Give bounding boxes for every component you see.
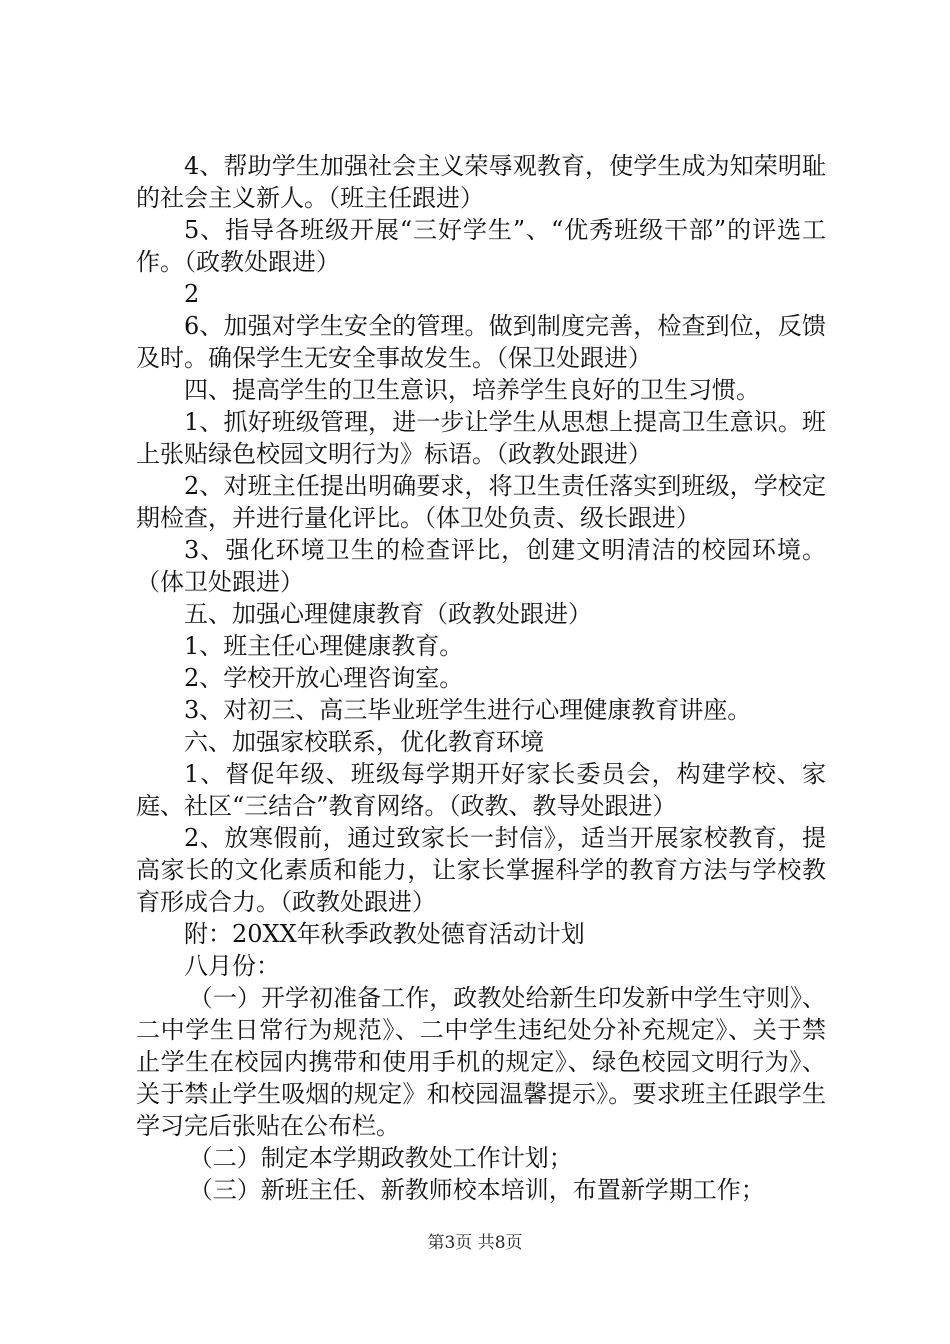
paragraph-hygiene-3: 3、强化环境卫生的检查评比，创建文明清洁的校园环境。（体卫处跟进） [136, 536, 826, 596]
section-heading-4: 四、提高学生的卫生意识，培养学生良好的卫生习惯。 [184, 376, 760, 404]
appendix-title: 附：20XX年秋季政教处德育活动计划 [184, 920, 585, 948]
paragraph-mental-1: 1、班主任心理健康教育。 [184, 632, 464, 660]
section-heading-5: 五、加强心理健康教育（政教处跟进） [184, 600, 592, 628]
paragraph-item-5: 5、指导各班级开展“三好学生”、“优秀班级干部”的评选工作。（政教处跟进） [136, 216, 826, 276]
paragraph-mental-3: 3、对初三、高三毕业班学生进行心理健康教育讲座。 [184, 696, 752, 724]
month-heading: 八月份： [184, 952, 280, 980]
page-footer: 第3页 共8页 [427, 1233, 523, 1253]
plan-item-2: （二）制定本学期政教处工作计划； [188, 1144, 573, 1172]
plan-item-3: （三）新班主任、新教师校本培训，布置新学期工作； [188, 1176, 765, 1204]
section-heading-6: 六、加强家校联系，优化教育环境 [184, 728, 544, 756]
document-body [136, 150, 826, 1206]
plan-item-1: （一）开学初准备工作，政教处给新生印发新中学生守则》、二中学生日常行为规范》、二中学生违纪处分补充规定》、关于禁止学生在校园内携带和使用手机的规定》、绿色校园文明行为》、关于禁止学生吸烟的规定》和校园温馨提示》。要求班主任跟学生学习完后张贴在公布栏。 [136, 984, 826, 1140]
paragraph-mental-2: 2、学校开放心理咨询室。 [184, 664, 464, 692]
paragraph-family-2: 2、放寒假前，通过致家长一封信》，适当开展家校教育，提高家长的文化素质和能力，让家长掌握科学的教育方法与学校教育形成合力。（政教处跟进） [136, 824, 826, 916]
paragraph-item-4: 4、帮助学生加强社会主义荣辱观教育，使学生成为知荣明耻的社会主义新人。（班主任跟进） [136, 152, 826, 212]
stray-number: 2 [184, 280, 200, 308]
paragraph-family-1: 1、督促年级、班级每学期开好家长委员会，构建学校、家庭、社区“三结合”教育网络。（政教、教导处跟进） [136, 760, 826, 820]
paragraph-hygiene-1: 1、抓好班级管理，进一步让学生从思想上提高卫生意识。班上张贴绿色校园文明行为》标语。（政教处跟进） [136, 408, 826, 468]
paragraph-hygiene-2: 2、对班主任提出明确要求，将卫生责任落实到班级，学校定期检查，并进行量化评比。（体卫处负责、级长跟进） [136, 472, 826, 532]
paragraph-item-6: 6、加强对学生安全的管理。做到制度完善，检查到位，反馈及时。确保学生无安全事故发生。（保卫处跟进） [136, 312, 826, 372]
